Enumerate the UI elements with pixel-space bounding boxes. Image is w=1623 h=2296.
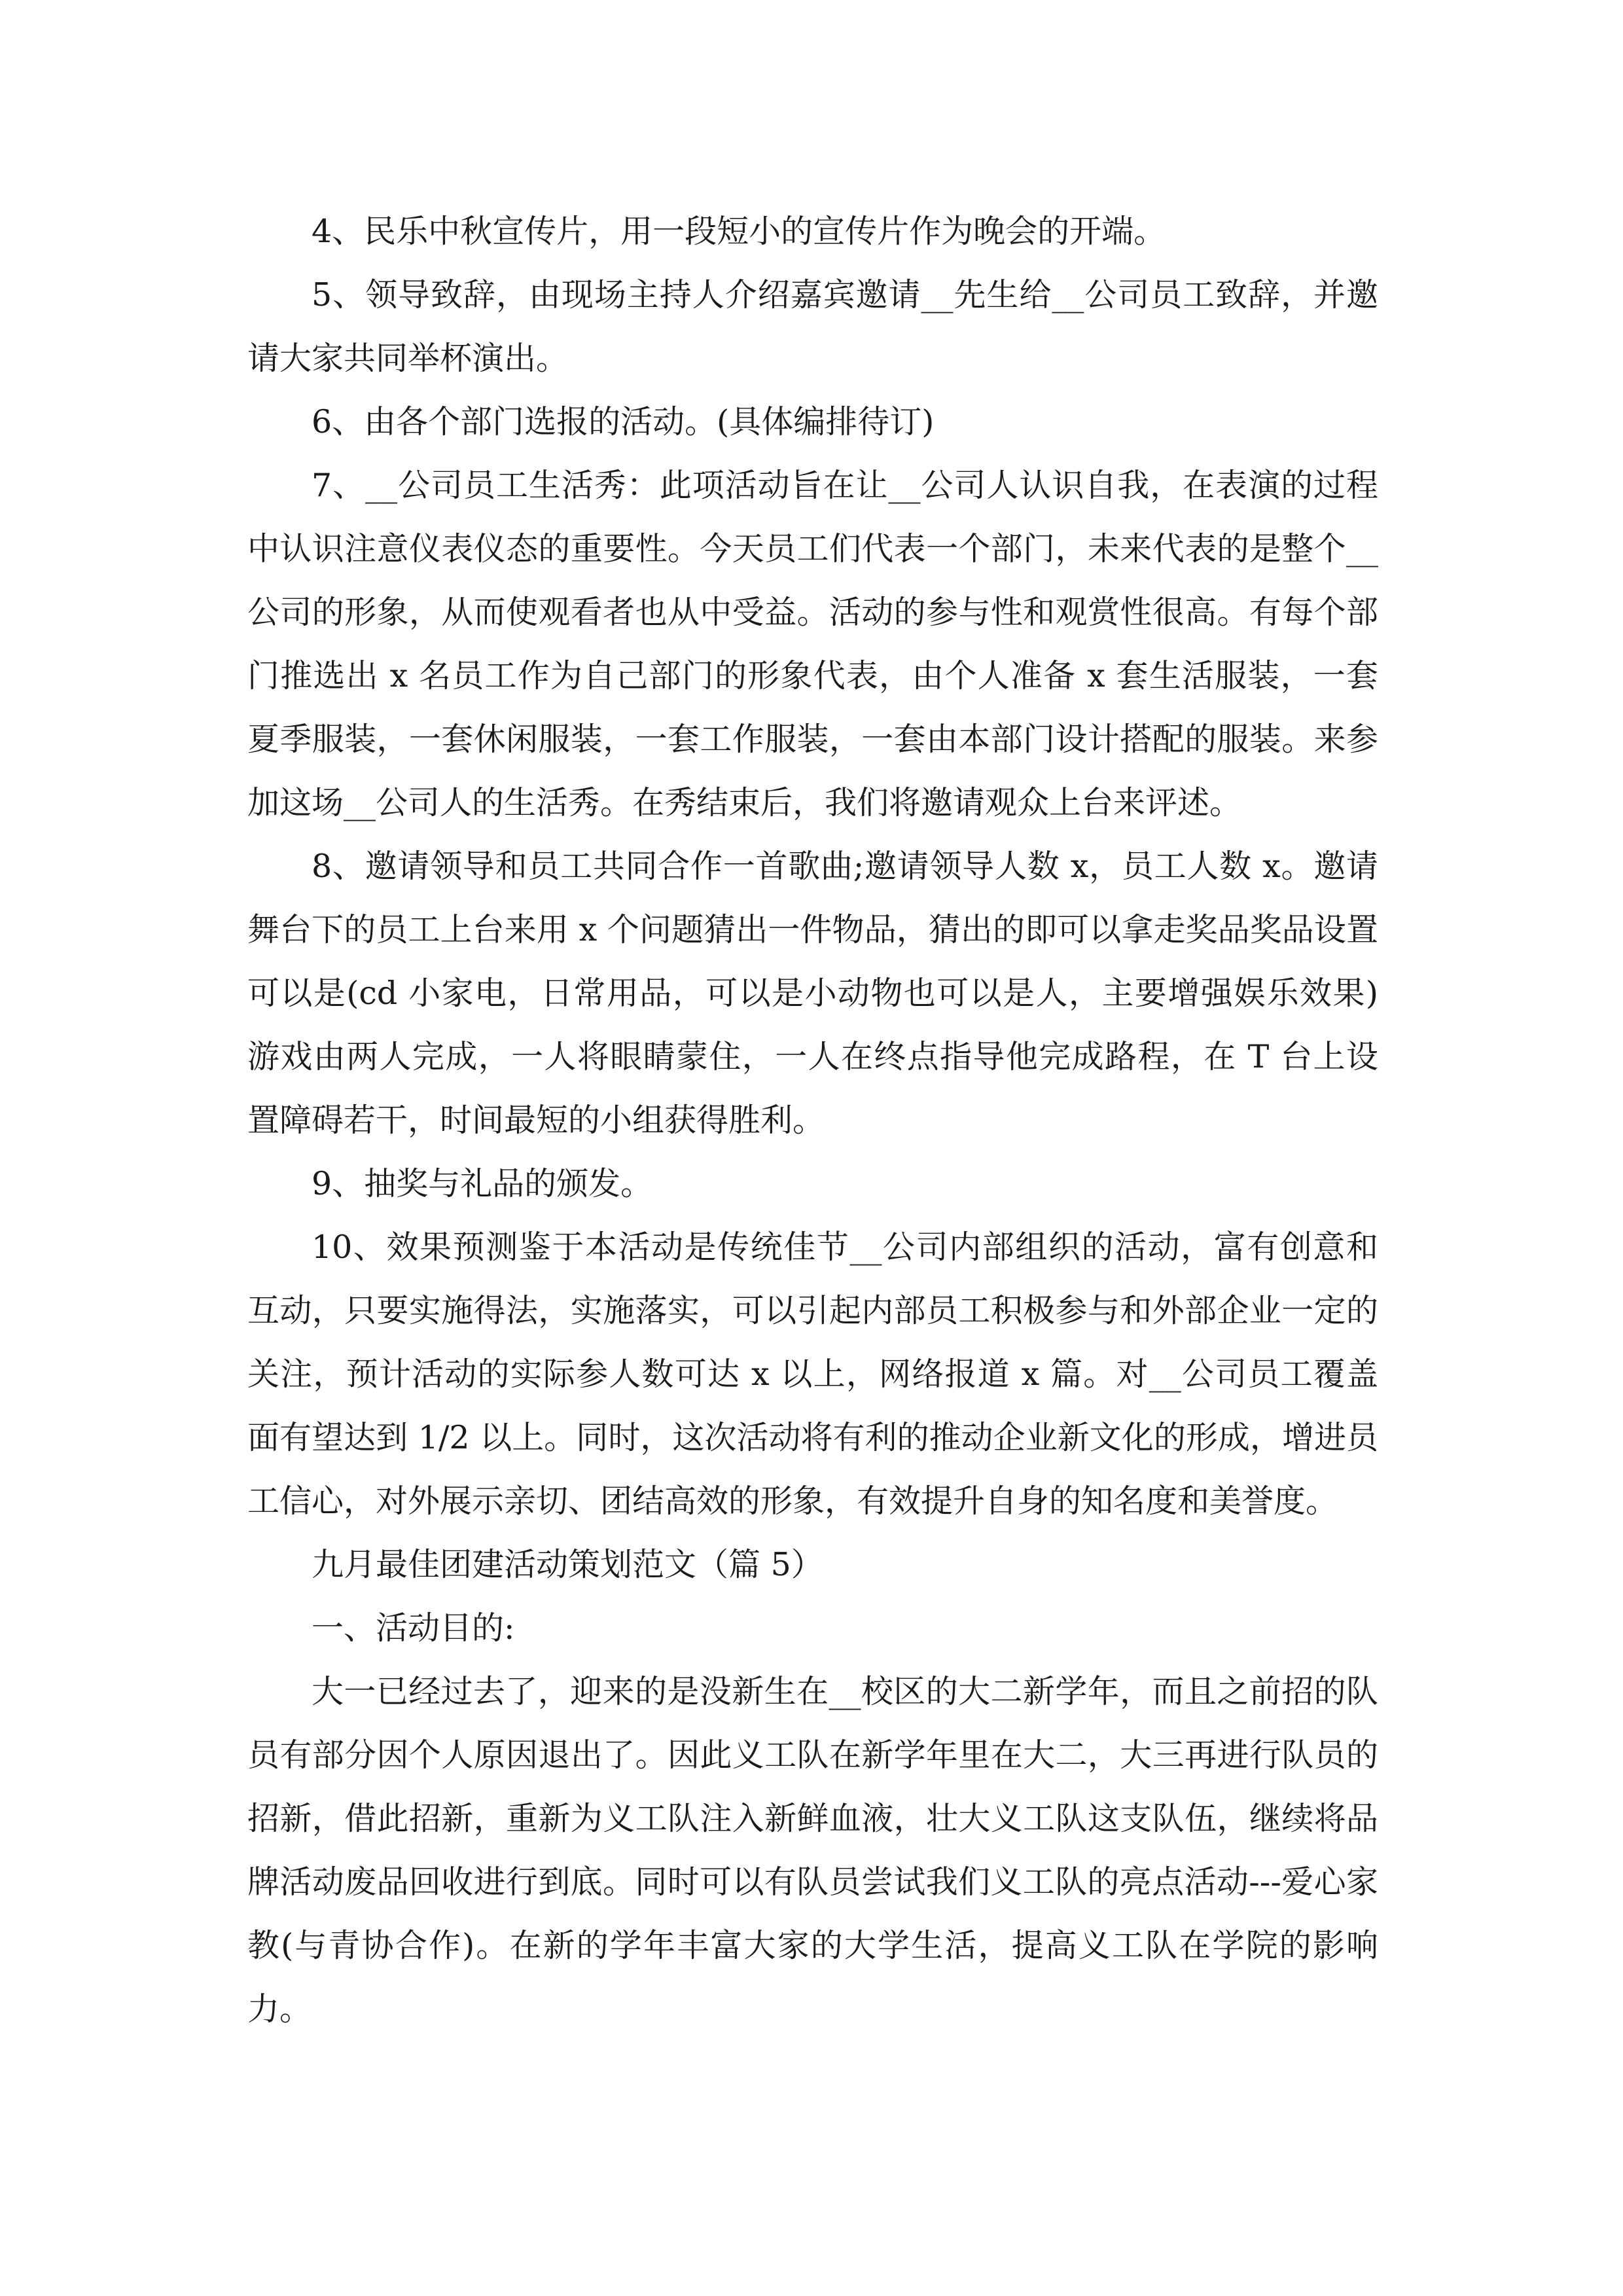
subsection-heading: 一、活动目的: — [312, 1609, 515, 1647]
paragraph-item-10: 10、效果预测鉴于本活动是传统佳节__公司内部组织的活动，富有创意和互动，只要实施得法，实施落实，可以引起内部员工积极参与和外部企业一定的关注，预计活动的实际参人数可达 x 以上，网络报道 x 篇。对__公司员工覆盖面有望达到 1/2 以上。同时，这次活动将有利的推动企业新文化的形成，增进员工信心，对外展示亲切、团结高效的形象，有效提升自身的知名度和美誉度。 — [247, 1229, 1378, 1520]
paragraph-item-4: 4、民乐中秋宣传片，用一段短小的宣传片作为晚会的开端。 — [312, 213, 1166, 250]
paragraph-item-8: 8、邀请领导和员工共同合作一首歌曲;邀请领导人数 x，员工人数 x。邀请舞台下的员工上台来用 x 个问题猜出一件物品，猜出的即可以拿走奖品奖品设置可以是(cd 小家电，日常用品，可以是小动物也可以是人，主要增强娱乐效果)游戏由两人完成，一人将眼睛蒙住，一人在终点指导他完成路程，在 T 台上设置障碍若干，时间最短的小组获得胜利。 — [247, 848, 1378, 1139]
paragraph-item-5: 5、领导致辞，由现场主持人介绍嘉宾邀请__先生给__公司员工致辞，并邀请大家共同举杯演出。 — [247, 276, 1378, 377]
section-heading: 九月最佳团建活动策划范文（篇 5） — [312, 1546, 823, 1583]
paragraph-purpose: 大一已经过去了，迎来的是没新生在__校区的大二新学年，而且之前招的队员有部分因个人原因退出了。因此义工队在新学年里在大二，大三再进行队员的招新，借此招新，重新为义工队注入新鲜血液，壮大义工队这支队伍，继续将品牌活动废品回收进行到底。同时可以有队员尝试我们义工队的亮点活动---爱心家教(与青协合作)。在新的学年丰富大家的大学生活，提高义工队在学院的影响力。 — [247, 1673, 1378, 2028]
paragraph-item-9: 9、抽奖与礼品的颁发。 — [312, 1165, 653, 1202]
paragraph-item-6: 6、由各个部门选报的活动。(具体编排待订) — [312, 403, 935, 440]
paragraph-item-7: 7、__公司员工生活秀：此项活动旨在让__公司人认识自我，在表演的过程中认识注意仪表仪态的重要性。今天员工们代表一个部门，未来代表的是整个__公司的形象，从而使观看者也从中受益。活动的参与性和观赏性很高。有每个部门推选出 x 名员工作为自己部门的形象代表，由个人准备 x 套生活服装，一套夏季服装，一套休闲服装，一套工作服装，一套由本部门设计搭配的服装。来参加这场__公司人的生活秀。在秀结束后，我们将邀请观众上台来评述。 — [247, 467, 1378, 821]
document-body — [247, 200, 1378, 2041]
